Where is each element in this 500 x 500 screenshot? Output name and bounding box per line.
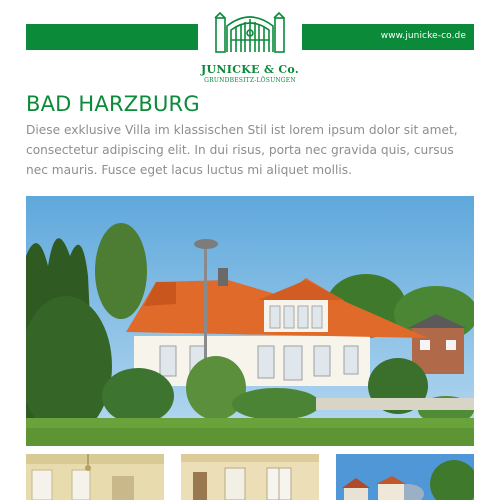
- listing-description: Diese exklusive Villa im klassischen Stil ist lorem ipsum dolor sit amet, consectetur adipiscing elit. In dui risus, porta nec gravida quis, cursus nec mauris. Fusce eget lacus luctus mi aliquet mollis.: [26, 123, 458, 177]
- brand-name: JUNICKE & Co.: [201, 63, 299, 76]
- main-house-photo[interactable]: [26, 196, 474, 446]
- thumbnail-interior-1[interactable]: [26, 454, 164, 500]
- gate-logo-icon: [214, 10, 286, 54]
- company-logo[interactable]: [198, 10, 302, 84]
- thumbnail-exterior[interactable]: [336, 454, 474, 500]
- header-bar-right: [302, 24, 474, 50]
- brand-tagline: GRUNDBESITZ-LÖSUNGEN: [204, 77, 296, 84]
- header-bar-left: [26, 24, 198, 50]
- website-link[interactable]: www.junicke-co.de: [380, 31, 466, 41]
- listing-title: BAD HARZBURG: [26, 92, 200, 116]
- thumbnail-interior-2[interactable]: [181, 454, 319, 500]
